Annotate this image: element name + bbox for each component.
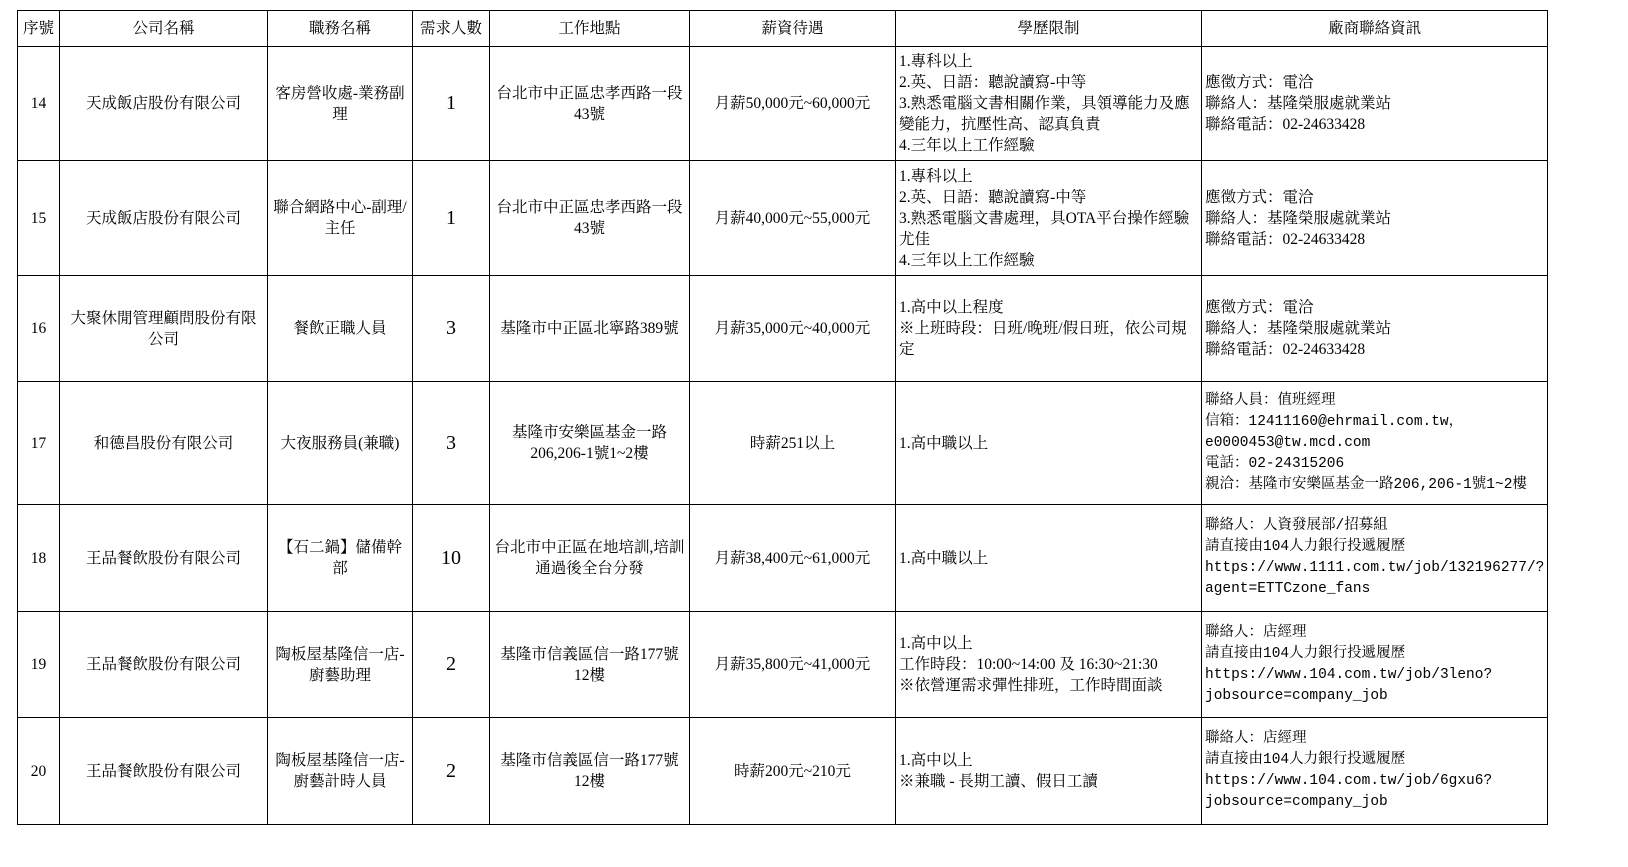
cell-headcount: 2 (413, 718, 490, 825)
cell-location: 台北市中正區忠孝西路一段43號 (490, 47, 690, 161)
cell-headcount: 3 (413, 276, 490, 382)
cell-education: 1.高中以上 工作時段：10:00~14:00 及 16:30~21:30 ※依營運需求彈性排班，工作時間面談 (896, 612, 1202, 718)
cell-contact: 應徵方式：電洽 聯絡人：基隆榮服處就業站 聯絡電話：02-24633428 (1202, 161, 1548, 276)
cell-headcount: 1 (413, 47, 490, 161)
cell-location: 基隆市安樂區基金一路206,206-1號1~2樓 (490, 382, 690, 505)
cell-seq: 20 (18, 718, 60, 825)
cell-position: 陶板屋基隆信一店-廚藝助理 (268, 612, 413, 718)
cell-seq: 18 (18, 505, 60, 612)
cell-company: 王品餐飲股份有限公司 (60, 505, 268, 612)
cell-headcount: 10 (413, 505, 490, 612)
cell-contact: 應徵方式：電洽 聯絡人：基隆榮服處就業站 聯絡電話：02-24633428 (1202, 47, 1548, 161)
table-row (18, 47, 1548, 161)
cell-headcount: 1 (413, 161, 490, 276)
cell-contact: 聯絡人：店經理 請直接由104人力銀行投遞履歷 https://www.104.com.tw/job/3leno?jobsource=company_job (1202, 612, 1548, 718)
cell-position: 餐飲正職人員 (268, 276, 413, 382)
table-row (18, 276, 1548, 382)
cell-contact: 應徵方式：電洽 聯絡人：基隆榮服處就業站 聯絡電話：02-24633428 (1202, 276, 1548, 382)
cell-education: 1.高中以上程度 ※上班時段：日班/晚班/假日班，依公司規定 (896, 276, 1202, 382)
header-row (18, 11, 1548, 47)
table-row (18, 718, 1548, 825)
cell-seq: 16 (18, 276, 60, 382)
header-location: 工作地點 (490, 11, 690, 47)
cell-education: 1.專科以上 2.英、日語：聽說讀寫-中等 3.熟悉電腦文書處理，具OTA平台操作經驗尤佳 4.三年以上工作經驗 (896, 161, 1202, 276)
header-salary: 薪資待遇 (690, 11, 896, 47)
cell-education: 1.高中職以上 (896, 382, 1202, 505)
cell-position: 【石二鍋】儲備幹部 (268, 505, 413, 612)
cell-seq: 15 (18, 161, 60, 276)
cell-seq: 19 (18, 612, 60, 718)
cell-position: 聯合網路中心-副理/主任 (268, 161, 413, 276)
header-position: 職務名稱 (268, 11, 413, 47)
cell-salary: 時薪251以上 (690, 382, 896, 505)
cell-company: 天成飯店股份有限公司 (60, 47, 268, 161)
header-education: 學歷限制 (896, 11, 1202, 47)
cell-salary: 時薪200元~210元 (690, 718, 896, 825)
cell-company: 大聚休閒管理顧問股份有限公司 (60, 276, 268, 382)
cell-education: 1.專科以上 2.英、日語：聽說讀寫-中等 3.熟悉電腦文書相關作業，具領導能力及應變能力，抗壓性高、認真負責 4.三年以上工作經驗 (896, 47, 1202, 161)
cell-location: 台北市中正區忠孝西路一段43號 (490, 161, 690, 276)
cell-contact: 聯絡人：店經理 請直接由104人力銀行投遞履歷 https://www.104.com.tw/job/6gxu6?jobsource=company_job (1202, 718, 1548, 825)
cell-headcount: 3 (413, 382, 490, 505)
cell-salary: 月薪35,800元~41,000元 (690, 612, 896, 718)
header-seq: 序號 (18, 11, 60, 47)
table-row (18, 382, 1548, 505)
cell-education: 1.高中以上 ※兼職 - 長期工讀、假日工讀 (896, 718, 1202, 825)
cell-salary: 月薪38,400元~61,000元 (690, 505, 896, 612)
cell-salary: 月薪35,000元~40,000元 (690, 276, 896, 382)
cell-seq: 17 (18, 382, 60, 505)
header-headcount: 需求人數 (413, 11, 490, 47)
cell-seq: 14 (18, 47, 60, 161)
cell-company: 王品餐飲股份有限公司 (60, 612, 268, 718)
header-contact: 廠商聯絡資訊 (1202, 11, 1548, 47)
cell-position: 客房營收處-業務副理 (268, 47, 413, 161)
cell-salary: 月薪50,000元~60,000元 (690, 47, 896, 161)
header-company: 公司名稱 (60, 11, 268, 47)
cell-salary: 月薪40,000元~55,000元 (690, 161, 896, 276)
cell-education: 1.高中職以上 (896, 505, 1202, 612)
cell-contact: 聯絡人員：值班經理 信箱：12411160@ehrmail.com.tw，e0000453@tw.mcd.com 電話：02-24315206 親洽：基隆市安樂區基金一路206,206-1號1~2樓 (1202, 382, 1548, 505)
cell-position: 陶板屋基隆信一店-廚藝計時人員 (268, 718, 413, 825)
table-row (18, 505, 1548, 612)
cell-contact: 聯絡人：人資發展部/招募組 請直接由104人力銀行投遞履歷 https://www.1111.com.tw/job/132196277/?agent=ETTCzone_fans (1202, 505, 1548, 612)
table-row (18, 161, 1548, 276)
cell-headcount: 2 (413, 612, 490, 718)
cell-company: 和德昌股份有限公司 (60, 382, 268, 505)
table-row (18, 612, 1548, 718)
job-listing-table (17, 10, 1548, 825)
cell-location: 基隆市信義區信一路177號12樓 (490, 612, 690, 718)
cell-position: 大夜服務員(兼職) (268, 382, 413, 505)
cell-location: 基隆市信義區信一路177號12樓 (490, 718, 690, 825)
cell-company: 王品餐飲股份有限公司 (60, 718, 268, 825)
cell-location: 台北市中正區在地培訓,培訓通過後全台分發 (490, 505, 690, 612)
cell-location: 基隆市中正區北寧路389號 (490, 276, 690, 382)
cell-company: 天成飯店股份有限公司 (60, 161, 268, 276)
